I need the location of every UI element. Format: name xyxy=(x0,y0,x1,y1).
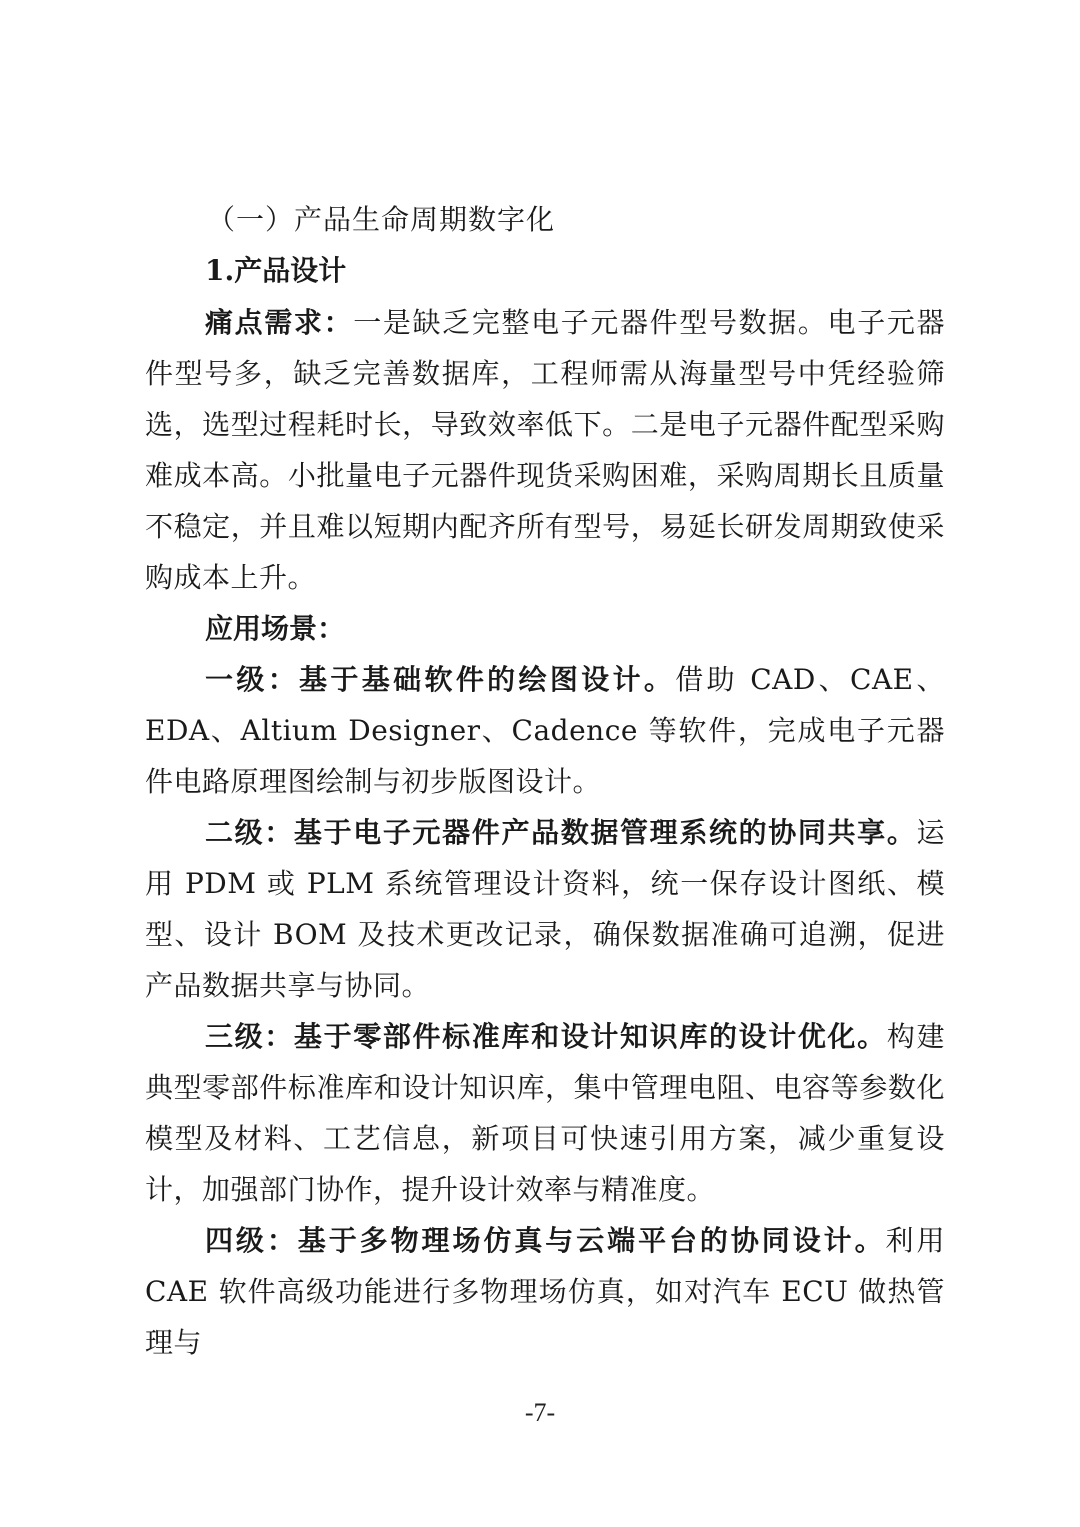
level-3-lead: 三级：基于零部件标准库和设计知识库的设计优化。 xyxy=(205,1020,887,1053)
level-4-text: 利用 CAE 软件高级功能进行多物理场仿真，如对汽车 ECU 做热管理与 xyxy=(145,1224,945,1359)
page-number: -7- xyxy=(524,1398,556,1427)
level-4-lead: 四级：基于多物理场仿真与云端平台的协同设计。 xyxy=(205,1224,886,1257)
level-1-paragraph xyxy=(145,654,945,807)
document-body xyxy=(145,195,945,1368)
scenarios-label: 应用场景： xyxy=(205,612,346,645)
level-2-lead: 二级：基于电子元器件产品数据管理系统的协同共享。 xyxy=(205,816,917,849)
level-3-paragraph xyxy=(145,1011,945,1215)
level-2-text: 运用 PDM 或 PLM 系统管理设计资料，统一保存设计图纸、模型、设计 BOM 及技术更改记录，确保数据准确可追溯，促进产品数据共享与协同。 xyxy=(145,816,945,1002)
level-2-paragraph xyxy=(145,807,945,1011)
pain-points-paragraph xyxy=(145,297,945,603)
sub-heading: 1.产品设计 xyxy=(205,254,347,287)
pain-points-text: 一是缺乏完整电子元器件型号数据。电子元器件型号多，缺乏完善数据库，工程师需从海量型号中凭经验筛选，选型过程耗时长，导致效率低下。二是电子元器件配型采购难成本高。小批量电子元器件现货采购困难，采购周期长且质量不稳定，并且难以短期内配齐所有型号，易延长研发周期致使采购成本上升。 xyxy=(145,306,945,594)
level-4-paragraph xyxy=(145,1215,945,1368)
level-1-lead: 一级：基于基础软件的绘图设计。 xyxy=(205,663,676,696)
level-1-text: 借助 CAD、CAE、EDA、Altium Designer、Cadence 等软件，完成电子元器件电路原理图绘制与初步版图设计。 xyxy=(145,663,945,798)
section-heading: （一）产品生命周期数字化 xyxy=(207,203,556,236)
pain-points-lead: 痛点需求： xyxy=(205,306,354,339)
level-3-text: 构建典型零部件标准库和设计知识库，集中管理电阻、电容等参数化模型及材料、工艺信息，新项目可快速引用方案，减少重复设计，加强部门协作，提升设计效率与精准度。 xyxy=(145,1020,945,1206)
